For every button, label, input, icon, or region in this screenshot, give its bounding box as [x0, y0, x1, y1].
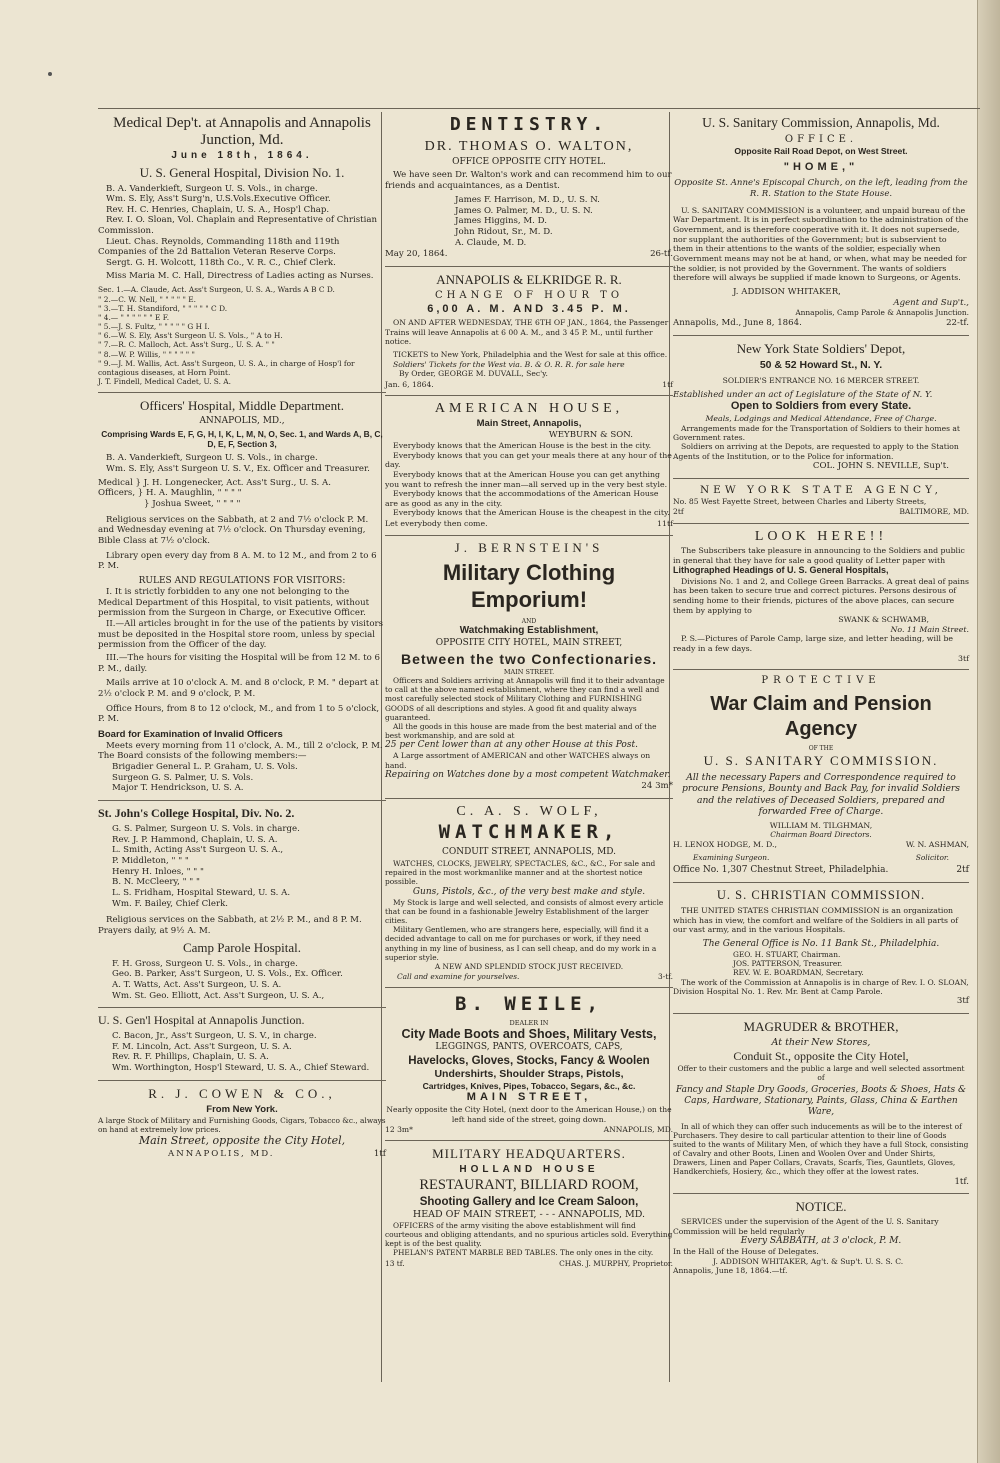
ward-line: " 9.—J. M. Wallis, Act. Ass't Surgeon, U. S. A., in charge of Hosp'l for contagious diseases, at Horn Point. [98, 358, 355, 377]
staff-line: Wm. S. Ely, Ass't Surgeon U. S. V., Ex. Officer and Treasurer. [106, 464, 370, 475]
top-rule [98, 108, 980, 109]
cowen-code: 1tf [373, 1148, 386, 1159]
look-here-text: The Subscribers take pleasure in announcing to the Soldiers and public in general that they have for sale a good quality of Letter paper with [673, 546, 965, 565]
board-member: Surgeon G. S. Palmer, U. S. Vols. [112, 772, 254, 783]
camp-parole-title: Camp Parole Hospital. [182, 940, 302, 956]
medical-officer-line: } Joshua Sweet, " " " " [144, 499, 241, 510]
staff-line: F. M. Lincoln, Act. Ass't Surgeon, U. S. A. [112, 1041, 292, 1052]
christian-commission-office: The General Office is No. 11 Bank St., Philadelphia. [702, 938, 940, 949]
staff-line: Rev. R. F. Phillips, Chaplain, U. S. A. [112, 1052, 269, 1063]
staff-line: C. Bacon, Jr., Ass't Surgeon, U. S. V., in charge. [112, 1031, 317, 1042]
sanitary-title: U. S. Sanitary Commission, Annapolis, Md. [702, 115, 940, 130]
dentist-date: May 20, 1864. [385, 249, 448, 260]
notice-title: NOTICE. [795, 1199, 847, 1215]
board-text: Meets every morning from 11 o'clock, A. M., till 2 o'clock, P. M. The Board consists of the following members:— [98, 740, 383, 762]
bernstein-main: MAIN STREET. [503, 667, 555, 676]
ny-depot-established: Established under an act of Legislature of the State of N. Y. [673, 389, 933, 400]
dentist-code: 26-tf. [650, 249, 673, 260]
cowen-title: R. J. COWEN & CO., [148, 1085, 336, 1101]
bernstein-repair: Repairing on Watches done by a most competent Watchmaker. [385, 770, 671, 781]
war-claim-of: OF THE [808, 745, 834, 753]
bernstein-code: 24 3m* [641, 781, 673, 792]
weile-line: Cartridges, Knives, Pipes, Tobacco, Segars, &c., &c. [422, 1080, 636, 1091]
magruder-code: 1tf. [954, 1176, 969, 1187]
wolf-guns: Guns, Pistols, &c., of the very best make and style. [412, 886, 646, 897]
railroad-change: CHANGE OF HOUR TO [434, 290, 624, 302]
magruder-address: Conduit St., opposite the City Hotel, [733, 1048, 909, 1063]
look-here-signature: SWANK & SCHWAMB, [838, 615, 929, 625]
look-here-ps: P. S.—Pictures of Parole Camp, large size, and letter heading, will be ready in a few days. [673, 634, 954, 654]
wolf-title: WATCHMAKER, [438, 821, 620, 844]
mails-schedule: Mails arrive at 10 o'clock A. M. and 8 o'clock, P. M. " depart at 2½ o'clock P. M. and 9 o'clock, P. M. [98, 678, 379, 700]
american-house-sub: Main Street, Annapolis, [476, 418, 582, 430]
war-claim-office: Office No. 1,307 Chestnut Street, Philadelphia. [673, 865, 889, 876]
ward-line: " 4.— " " " " " " E F. [98, 312, 170, 322]
ward-line: " 5.—J. S. Fultz, " " " " " G H I. [98, 322, 210, 332]
staff-line: Wm. St. Geo. Elliott, Act. Ass't Surgeon, U. S. A., [112, 990, 325, 1001]
notice-text: SERVICES under the supervision of the Agent of the U. S. Sanitary Commission will be held regularly [673, 1217, 939, 1236]
magruder-goods: Fancy and Staple Dry Goods, Groceries, Boots & Shoes, Hats & Caps, Hardware, Stationary, Paints, Glass, China & Earthen Ware, [675, 1085, 967, 1118]
weile-dealer: DEALER IN [509, 1018, 549, 1027]
bernstein-between: Between the two Confectionaries. [400, 650, 658, 667]
christian-commission-officer: JOS. PATTERSON, Treasurer. [733, 959, 843, 969]
american-house-owner: WEYBURN & SON. [548, 430, 633, 441]
rule-item: I. It is strictly forbidden to any one not belonging to the Medical Department of this Hospital, to visit patients, without permission from the Surgeon in Charge, or Executive Officer. [98, 587, 370, 619]
look-here-address: No. 11 Main Street. [890, 624, 969, 634]
dentist-ref: John Ridout, Sr., M. D. [455, 227, 553, 238]
staff-line: Geo. B. Parker, Ass't Surgeon, U. S. Vols., Ex. Officer. [112, 969, 343, 980]
magruder-offer: Offer to their customers and the public a large and well selected assortment of [677, 1063, 965, 1082]
dateline: June 18th, 1864. [171, 150, 313, 161]
war-claim-signer: W. N. ASHMAN, [905, 840, 969, 850]
st-johns-title: St. John's College Hospital, Div. No. 2. [98, 806, 295, 821]
dentist-name: DR. THOMAS O. WALTON, [424, 139, 634, 155]
cowen-text: A large Stock of Military and Furnishing Goods, Cigars, Tobacco &c., always on hand at extremely low prices. [98, 1115, 386, 1134]
cowen-city: ANNAPOLIS, MD. [168, 1148, 275, 1159]
headquarters-proprietor: CHAS. J. MURPHY, Proprietor. [559, 1258, 673, 1268]
ny-depot-open: Open to Soldiers from every State. [730, 400, 912, 413]
column-right [673, 112, 969, 1276]
wolf-text: My Stock is large and well selected, and consists of almost every article that can be found in a fashionable Jewelry Establishment of the larger cities. [385, 897, 664, 926]
dentist-ref: James O. Palmer, M. D., U. S. N. [455, 205, 593, 216]
ny-depot-address: 50 & 52 Howard St., N. Y. [759, 359, 883, 372]
railroad-code: 1tf [662, 379, 673, 389]
headquarters-title: MILITARY HEADQUARTERS. [432, 1146, 626, 1162]
wolf-new: A NEW AND SPLENDID STOCK JUST RECEIVED. [434, 961, 624, 971]
cowen-address: Main Street, opposite the City Hotel, [138, 1133, 346, 1147]
christian-commission-officer: GEO. H. STUART, Chairman. [733, 950, 841, 960]
notice-hall: In the Hall of the House of Delegates. [673, 1247, 819, 1257]
sanitary-signature-title: Agent and Sup't., [893, 297, 969, 308]
bernstein-text: Officers and Soldiers arriving at Annapolis will find it to their advantage to call at the above named establishment, where they can find a well and most carefully selected stock of Military Clothing and FURNISHING GOODS of all descriptions and styles. A good fit and quality always guaranteed. [385, 676, 665, 722]
rules-title: RULES AND REGULATIONS FOR VISITORS: [138, 575, 346, 586]
ny-agency-title: NEW YORK STATE AGENCY, [699, 483, 943, 496]
staff-line: B. N. McCleery, " " " [112, 877, 200, 888]
sanitary-date: Annapolis, Md., June 8, 1864. [673, 318, 802, 329]
general-hospital-title: U. S. General Hospital, Division No. 1. [139, 165, 345, 181]
cowen-sub: From New York. [206, 1103, 278, 1115]
staff-line: L. S. Fridham, Hospital Steward, U. S. A. [112, 887, 291, 898]
bernstein-name: J. BERNSTEIN'S [454, 539, 604, 555]
war-claim-code: 2tf [956, 865, 969, 876]
dentist-office: OFFICE OPPOSITE CITY HOTEL. [452, 156, 606, 167]
american-house-line: Everybody knows that the American House is the best in the city. [393, 440, 652, 450]
railroad-times: 6,00 A. M. AND 3.45 P. M. [427, 302, 631, 315]
weile-text: Nearly opposite the City Hotel, (next door to the American House,) on the left hand side of the street, going down. [386, 1105, 672, 1124]
american-house-come: Let everybody then come. [385, 519, 488, 529]
staff-line: Lieut. Chas. Reynolds, Commanding 118th and 119th Companies of the 2d Battalion Veteran Reserve Corps. [98, 236, 340, 258]
ny-depot-text: Soldiers on arriving at the Depots, are requested to apply to the Station Agents of the Institution, or to the Police for information. [673, 442, 959, 461]
christian-commission-officer: REV. W. E. BOARDMAN, Secretary. [733, 968, 864, 978]
war-claim-signer: WILLIAM M. TILGHMAN, [769, 820, 873, 830]
war-claim-commission: U. S. SANITARY COMMISSION. [703, 752, 939, 768]
headquarters-code: 13 tf. [385, 1258, 405, 1268]
ny-depot-text: Arrangements made for the Transportation of Soldiers to their homes at Government rates. [673, 423, 960, 442]
staff-line: P. Middleton, " " " [112, 855, 189, 866]
ny-depot-meals: Meals, Lodgings and Medical Attendance, Free of Charge. [705, 413, 937, 423]
railroad-title: ANNAPOLIS & ELKRIDGE R. R. [436, 272, 622, 288]
sanitary-office: OFFICE. [784, 133, 858, 145]
page-edge [977, 0, 1000, 1463]
weile-line: Undershirts, Shoulder Straps, Pistols, [434, 1067, 624, 1080]
sanitary-signature-place: Annapolis, Camp Parole & Annapolis Junction. [795, 308, 969, 318]
dentist-text: We have seen Dr. Walton's work and can recommend him to our friends and acquaintances, as a Dentist. [385, 169, 672, 191]
ny-agency-code: 2tf [673, 507, 684, 517]
dentist-ref: James Higgins, M. D. [455, 216, 547, 227]
american-house-code: 11tf [657, 519, 673, 529]
dentist-ref: A. Claude, M. D. [455, 237, 527, 248]
railroad-tickets: TICKETS to New York, Philadelphia and the West for sale at this office. [393, 350, 668, 360]
railroad-text: ON AND AFTER WEDNESDAY, THE 6TH OF JAN., 1864, the Passenger Trains will leave Annapolis at 6 00 A. M., and 3 45 P. M., until further notice. [385, 318, 669, 347]
ward-line: " 7.—R. C. Malloch, Act. Ass't Surg., U. S. A. " " [98, 340, 275, 350]
bernstein-and: AND [521, 617, 537, 625]
sanitary-text: U. S. SANITARY COMMISSION is a volunteer, and unpaid bureau of the War Department. It is in perfect subordination to the administration of the Government, and is therefore cooperative with it. It does not supersede, nor supplant the authorities of the Government; but is subservient to them in their attentions to the wants of the soldier, especially when Government means may not be at hand, or when, what may be needed for the soldier, is not provided by the Government. The wants of soldiers therefore will always be supplied if made known to Surgeons, or Agents. [673, 205, 969, 283]
american-house-line: Everybody knows that the American House is the cheapest in the city. [393, 508, 670, 518]
staff-line: F. H. Gross, Surgeon U. S. Vols., in charge. [112, 958, 298, 969]
christian-commission-work: The work of the Commission at Annapolis is in charge of Rev. I. O. SLOAN, Division Hospital No. 1. Rev. Mr. Bent at Camp Parole. [673, 977, 969, 996]
war-claim-title: War Claim and Pension Agency [710, 692, 932, 740]
magruder-title: MAGRUDER & BROTHER, [743, 1019, 899, 1035]
officers-hospital-place: ANNAPOLIS, MD., [199, 416, 285, 427]
staff-line: Wm. Worthington, Hosp'l Steward, U. S. A., Chief Steward. [112, 1063, 370, 1074]
staff-line: Rev. J. P. Hammond, Chaplain, U. S. A. [112, 834, 278, 845]
headquarters-tables: PHELAN'S PATENT MARBLE BED TABLES. The only ones in the city. [393, 1248, 654, 1258]
staff-line: G. S. Palmer, Surgeon U. S. Vols. in charge. [112, 823, 300, 834]
weile-line: City Made Boots and Shoes, Military Vests, [401, 1026, 657, 1041]
christian-commission-code: 3tf [956, 996, 969, 1007]
ward-line: Sec. 1.—A. Claude, Act. Ass't Surgeon, U. S. A., Wards A B C D. [98, 285, 335, 295]
american-house-title: AMERICAN HOUSE, [434, 401, 624, 417]
medical-officer-line: Officers, } H. A. Maughlin, " " " " [98, 488, 242, 499]
ward-line: " 2.—C. W. Nell, " " " " " E. [98, 294, 197, 304]
magruder-stores: At their New Stores, [771, 1037, 871, 1049]
bernstein-watch: Watchmaking Establishment, [459, 625, 599, 637]
headquarters-shooting: Shooting Gallery and Ice Cream Saloon, [419, 1195, 639, 1208]
weile-code: 12 3m* [385, 1124, 413, 1134]
ny-agency-address: No. 85 West Fayette Street, between Charles and Liberty Streets, [673, 496, 927, 506]
bernstein-made: All the goods in this house are made from the best material and of the best workmanship, and are sold at [385, 721, 657, 741]
medical-officer-line: Medical } J. H. Longenecker, Act. Ass't Surg., U. S. A. [98, 477, 331, 488]
sanitary-code: 22-tf. [946, 318, 969, 329]
bernstein-opposite: OPPOSITE CITY HOTEL, MAIN STREET, [435, 638, 623, 649]
staff-line: A. T. Watts, Act. Ass't Surgeon, U. S. A. [112, 979, 282, 990]
officers-hospital-wards: Comprising Wards E, F, G, H, I, K, L, M, N, O, Sec. 1, and Wards A, B, C, D, E, F, Section 3, [101, 428, 383, 449]
sanitary-home: "HOME," [783, 160, 859, 173]
ny-depot-title: New York State Soldiers' Depot, [736, 341, 906, 357]
staff-line: B. A. Vanderkieft, Surgeon U. S. Vols., in charge. [106, 183, 318, 194]
protective-label: PROTECTIVE [761, 675, 881, 687]
staff-line: Henry H. Inloes, " " " [112, 866, 204, 877]
look-here-code: 3tf [958, 653, 969, 663]
war-claim-signer-title: Examining Surgeon. [693, 853, 770, 863]
st-johns-services: Religious services on the Sabbath, at 2½ P. M., and 8 P. M. Prayers daily, at 9½ A. M. [98, 915, 362, 936]
sanitary-signature: J. ADDISON WHITAKER, [733, 286, 841, 297]
american-house-line: Everybody knows that at the American House you can get anything you want to refresh the inner man—all served up in the very best style. [385, 469, 668, 489]
ny-agency-city: BALTIMORE, MD. [899, 507, 969, 517]
american-house-line: Everybody knows that you can get your meals there at any hour of the day. [385, 450, 672, 470]
rule-item: II.—All articles brought in for the use of the patients by visitors must be deposited in the Hospital store room, unless by special permission from the Officer of the day. [98, 619, 384, 651]
wolf-name: C. A. S. WOLF, [456, 804, 602, 819]
ward-line: " 8.—W. P. Willis, " " " " " " [98, 349, 195, 359]
look-here-text: Divisions No. 1 and 2, and College Green Barracks. A great deal of pains has been taken to secure true and correct pictures. Persons desirous of sending home to their friends, pictures of the above places, can secure them by applying to [673, 576, 970, 615]
board-title: Board for Examination of Invalid Officers [98, 729, 283, 740]
look-here-title: LOOK HERE!! [754, 528, 888, 544]
wolf-text: Military Gentlemen, who are strangers here, especially, will find it a decided advantage to call on me for purchases or work, if they need anything in my line of business, as I can sell cheap, and do my work in a superior style. [385, 925, 657, 962]
religious-services: Religious services on the Sabbath, at 2 and 7½ o'clock P. M. and Wednesday evening at 7½ o'clock. On Thursday evening, Bible Class at 7½ o'clock. [98, 514, 369, 546]
weile-street: MAIN STREET, [466, 1091, 592, 1104]
headquarters-text: OFFICERS of the army visiting the above establishment will find courteous and obliging attendants, and no spurious articles sold. Everything kept is of the best quality. [385, 1220, 673, 1249]
staff-line: Rev. I. O. Sloan, Vol. Chaplain and Representative of Christian Commission. [98, 215, 378, 237]
column-left [98, 112, 386, 1162]
bernstein-watches: A Large assortment of AMERICAN and other WATCHES always on hand. [385, 751, 651, 770]
directress-line: Miss Maria M. C. Hall, Directress of Ladies acting as Nurses. [106, 270, 374, 281]
railroad-date: Jan. 6, 1864. [385, 379, 434, 389]
rule-item: III.—The hours for visiting the Hospital will be from 12 M. to 6 P. M., daily. [98, 653, 380, 674]
war-claim-signer: H. LENOX HODGE, M. D., [673, 840, 777, 850]
bernstein-price: 25 per Cent lower than at any other House at this Post. [385, 740, 638, 751]
ward-line: " 3.—T. H. Standiford, " " " " " C D. [98, 303, 228, 313]
railroad-soldiers: Soldiers' Tickets for the West via. B. & O. R. R. for sale here [393, 359, 625, 369]
staff-line: Wm. S. Ely, Ass't Surg'n, U.S.Vols.Executive Officer. [106, 194, 331, 205]
weile-city: ANNAPOLIS, MD. [603, 1124, 673, 1134]
ink-spot [48, 72, 52, 76]
dentist-ref: James F. Harrison, M. D., U. S. N. [455, 195, 600, 206]
staff-line: Sergt. G. H. Wolcott, 118th Co., V. R. C., Chief Clerk. [106, 258, 336, 269]
headquarters-house: HOLLAND HOUSE [459, 1164, 599, 1176]
headquarters-head: HEAD OF MAIN STREET, - - - ANNAPOLIS, MD. [412, 1209, 646, 1221]
staff-line: L. Smith, Acting Ass't Surgeon U. S. A., [112, 845, 284, 856]
dentistry-title: DENTISTRY. [449, 114, 609, 135]
medical-dept-title: Medical Dep't. at Annapolis and Annapolis Junction, Md. [113, 115, 371, 148]
officers-hospital-title: Officers' Hospital, Middle Department. [140, 398, 344, 414]
war-claim-text: All the necessary Papers and Correspondence required to procure Pensions, Bounty and Back Pay, for invalid Soldiers and the relatives of Deceased Soldiers, prepared and forwarded Free of Charge. [681, 771, 960, 818]
weile-line: Havelocks, Gloves, Stocks, Fancy & Woolen [408, 1054, 650, 1067]
library-hours: Library open every day from 8 A. M. to 12 M., and from 2 to 6 P. M. [98, 550, 377, 572]
headquarters-restaurant: RESTAURANT, BILLIARD ROOM, [419, 1176, 639, 1193]
bernstein-title: Military Clothing Emporium! [442, 560, 616, 613]
office-hours: Office Hours, from 8 to 12 o'clock, M., and from 1 to 5 o'clock, P. M. [98, 703, 380, 725]
war-claim-signer-title: Chairman Board Directors. [770, 830, 872, 840]
wolf-code: 3-tf. [658, 972, 673, 982]
junction-hospital-title: U. S. Gen'l Hospital at Annapolis Junction. [98, 1013, 305, 1028]
weile-line: LEGGINGS, PANTS, OVERCOATS, CAPS, [435, 1042, 623, 1053]
christian-commission-text: THE UNITED STATES CHRISTIAN COMMISSION is an organization which has in view, the comfort and welfare of the Soldiers in all parts of our vast army, and in the various Hospitals. [673, 905, 959, 935]
ward-line: " 6.—W. S. Ely, Ass't Surgeon U. S. Vols., " A to H. [98, 331, 283, 341]
board-member: Brigadier General L. P. Graham, U. S. Vols. [112, 762, 298, 773]
sanitary-location: Opposite St. Anne's Episcopal Church, on the left, leading from the R. R. Station to the State House. [674, 178, 968, 200]
ny-depot-entrance: SOLDIER'S ENTRANCE NO. 16 MERCER STREET. [722, 376, 920, 386]
board-member: Major T. Hendrickson, U. S. A. [112, 783, 244, 794]
ward-line: J. T. Findell, Medical Cadet, U. S. A. [98, 377, 231, 387]
magruder-text: In all of which they can offer such inducements as will be to the interest of Purchasers. They desire to call particular attention to their line of Goods suited to the wants of Military Men, of which they have a full Stock, consisting of Cavalry and other Boots, Linen and Woolen Over and Under Shirts, Drawers, Linen and Paper Collars, Cravats, Scarfs, Ties, Gauntlets, Gloves, Handkerchiefs, Hosiery, &c., which they offer at the lowest rates. [673, 1121, 969, 1177]
staff-line: B. A. Vanderkieft, Surgeon U. S. Vols., in charge. [106, 453, 318, 464]
notice-every: Every SABBATH, at 3 o'clock, P. M. [740, 1236, 902, 1247]
notice-date: Annapolis, June 18, 1864.—tf. [673, 1266, 788, 1276]
staff-line: Wm. F. Bailey, Chief Clerk. [112, 898, 229, 909]
wolf-call: Call and examine for yourselves. [397, 972, 520, 982]
wolf-text: WATCHES, CLOCKS, JEWELRY, SPECTACLES, &C., &C., For sale and repaired in the most workmanlike manner and at the shortest notice possible. [385, 859, 656, 887]
sanitary-opposite: Opposite Rail Road Depot, on West Street. [734, 146, 908, 157]
railroad-order: By Order, GEORGE M. DUVALL, Sec'y. [399, 369, 548, 379]
wolf-address: CONDUIT STREET, ANNAPOLIS, MD. [441, 846, 617, 857]
ny-depot-signature: COL. JOHN S. NEVILLE, Sup't. [812, 461, 949, 472]
notice-signature: J. ADDISON WHITAKER, Ag't. & Sup't. U. S. S. C. [713, 1256, 904, 1266]
weile-name: B. WEILE, [455, 993, 603, 1016]
staff-line: Rev. H. C. Henries, Chaplain, U. S. A., Hosp'l Chap. [106, 204, 330, 215]
american-house-line: Everybody knows that the accommodations of the American House are as good as any in the city. [385, 489, 659, 508]
war-claim-signer-title: Solicitor. [915, 853, 949, 863]
christian-commission-title: U. S. CHRISTIAN COMMISSION. [716, 888, 926, 903]
column-center [385, 112, 673, 1271]
look-here-lithographed: Lithographed Headings of U. S. General Hospitals, [673, 565, 889, 576]
